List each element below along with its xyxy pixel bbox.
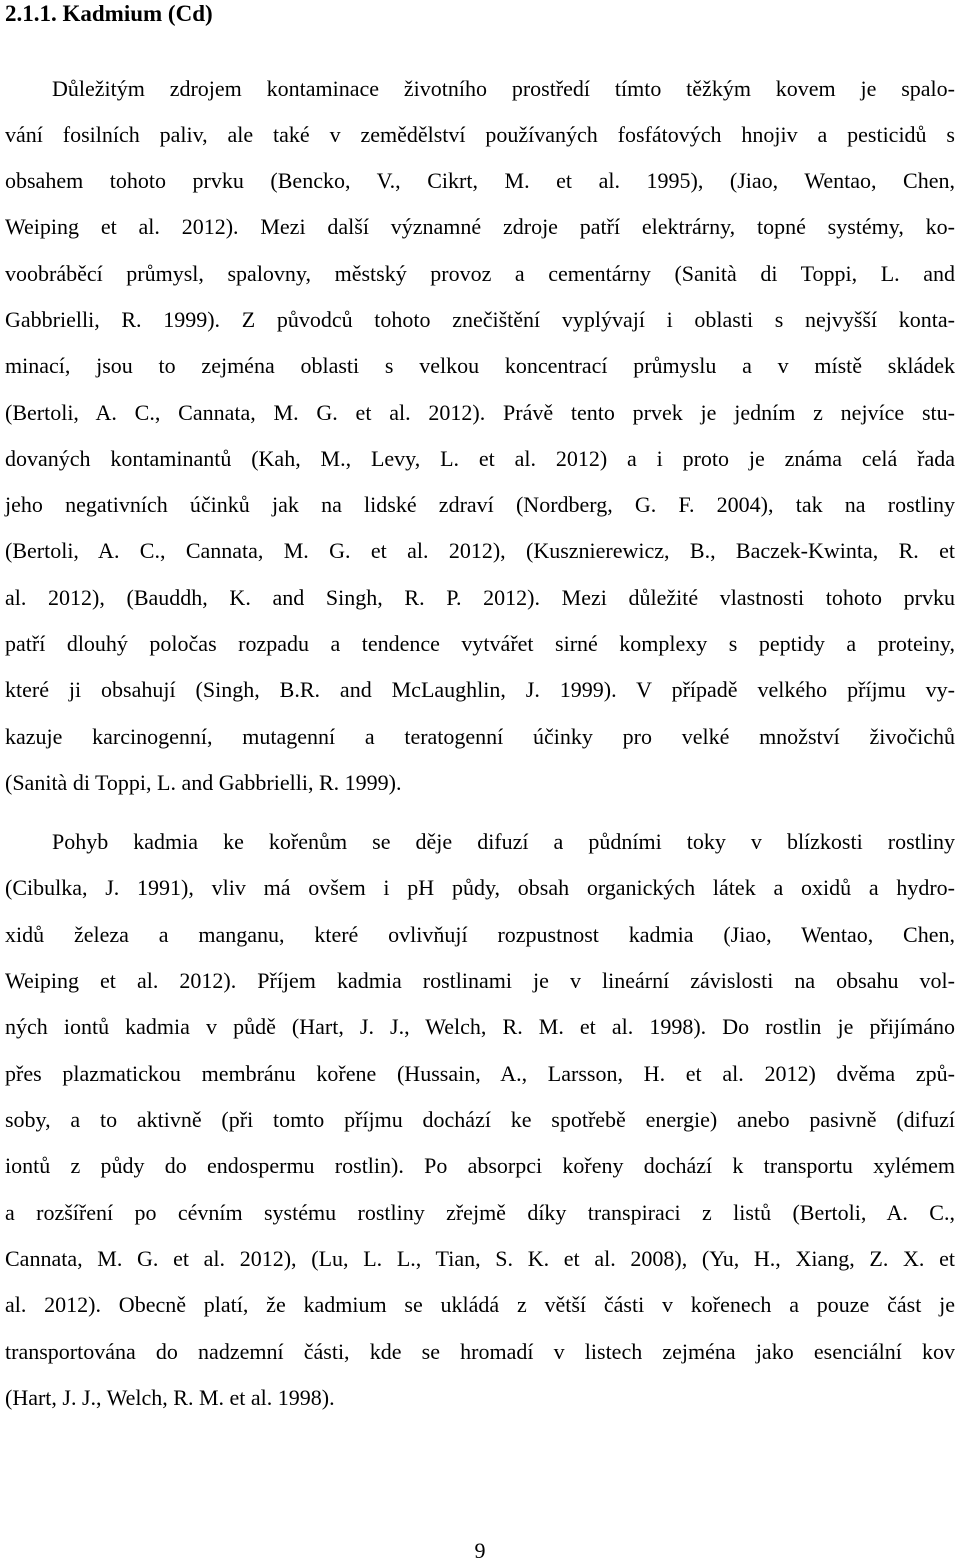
text-line: (Cibulka, J. 1991), vliv má ovšem i pH půdy, obsah organických látek a oxidů a hydro-	[5, 875, 955, 900]
section-heading: 2.1.1. Kadmium (Cd)	[5, 1, 213, 26]
text-line: Weiping et al. 2012). Příjem kadmia rostlinami je v lineární závislosti na obsahu vol-	[5, 968, 955, 993]
text-line: (Hart, J. J., Welch, R. M. et al. 1998).	[5, 1385, 335, 1410]
text-line: al. 2012). Obecně platí, že kadmium se ukládá z větší části v kořenech a pouze část je	[5, 1292, 955, 1317]
text-line: Důležitým zdrojem kontaminace životního prostředí tímto těžkým kovem je spalo-	[52, 76, 955, 101]
text-line: soby, a to aktivně (při tomto příjmu dochází ke spotřebě energie) anebo pasivně (difuzí	[5, 1107, 955, 1132]
text-line: Pohyb kadmia ke kořenům se děje difuzí a půdními toky v blízkosti rostliny	[52, 829, 955, 854]
text-line: Cannata, M. G. et al. 2012), (Lu, L. L., Tian, S. K. et al. 2008), (Yu, H., Xiang, Z. X. et	[5, 1246, 955, 1271]
text-line: obsahem tohoto prvku (Bencko, V., Cikrt, M. et al. 1995), (Jiao, Wentao, Chen,	[5, 168, 955, 193]
text-line: patří dlouhý poločas rozpadu a tendence vytvářet sirné komplexy s peptidy a proteiny,	[5, 631, 955, 656]
text-line: dovaných kontaminantů (Kah, M., Levy, L. et al. 2012) a i proto je známa celá řada	[5, 446, 955, 471]
text-line: (Bertoli, A. C., Cannata, M. G. et al. 2012), (Kusznierewicz, B., Baczek-Kwinta, R. et	[5, 538, 955, 563]
page-number: 9	[474, 1538, 486, 1563]
text-line: ných iontů kadmia v půdě (Hart, J. J., Welch, R. M. et al. 1998). Do rostlin je přijímáno	[5, 1014, 955, 1039]
text-line: přes plazmatickou membránu kořene (Hussain, A., Larsson, H. et al. 2012) dvěma způ-	[5, 1061, 955, 1086]
text-line: a rozšíření po cévním systému rostliny zřejmě díky transpiraci z listů (Bertoli, A. C.,	[5, 1200, 955, 1225]
text-line: al. 2012), (Bauddh, K. and Singh, R. P. 2012). Mezi důležité vlastnosti tohoto prvku	[5, 585, 955, 610]
text-line: voobráběcí průmysl, spalovny, městský provoz a cementárny (Sanità di Toppi, L. and	[5, 261, 955, 286]
text-line: jeho negativních účinků jak na lidské zdraví (Nordberg, G. F. 2004), tak na rostliny	[5, 492, 955, 517]
text-line: (Bertoli, A. C., Cannata, M. G. et al. 2012). Právě tento prvek je jedním z nejvíce stu-	[5, 400, 955, 425]
text-line: minací, jsou to zejména oblasti s velkou koncentrací průmyslu a v místě skládek	[5, 353, 955, 378]
text-line: kazuje karcinogenní, mutagenní a teratogenní účinky pro velké množství živočichů	[5, 724, 955, 749]
text-line: vání fosilních paliv, ale také v zemědělství používaných fosfátových hnojiv a pesticidů s	[5, 122, 955, 147]
text-line: transportována do nadzemní části, kde se hromadí v listech zejména jako esenciální kov	[5, 1339, 955, 1364]
text-line: iontů z půdy do endospermu rostlin). Po absorpci kořeny dochází k transportu xylémem	[5, 1153, 955, 1178]
text-line: Gabbrielli, R. 1999). Z původců tohoto znečištění vyplývají i oblasti s nejvyšší konta-	[5, 307, 955, 332]
text-line: (Sanità di Toppi, L. and Gabbrielli, R. 1999).	[5, 770, 402, 795]
text-line: xidů železa a manganu, které ovlivňují rozpustnost kadmia (Jiao, Wentao, Chen,	[5, 922, 955, 947]
text-line: Weiping et al. 2012). Mezi další významné zdroje patří elektrárny, topné systémy, ko-	[5, 214, 955, 239]
text-line: které ji obsahují (Singh, B.R. and McLaughlin, J. 1999). V případě velkého příjmu vy-	[5, 677, 955, 702]
